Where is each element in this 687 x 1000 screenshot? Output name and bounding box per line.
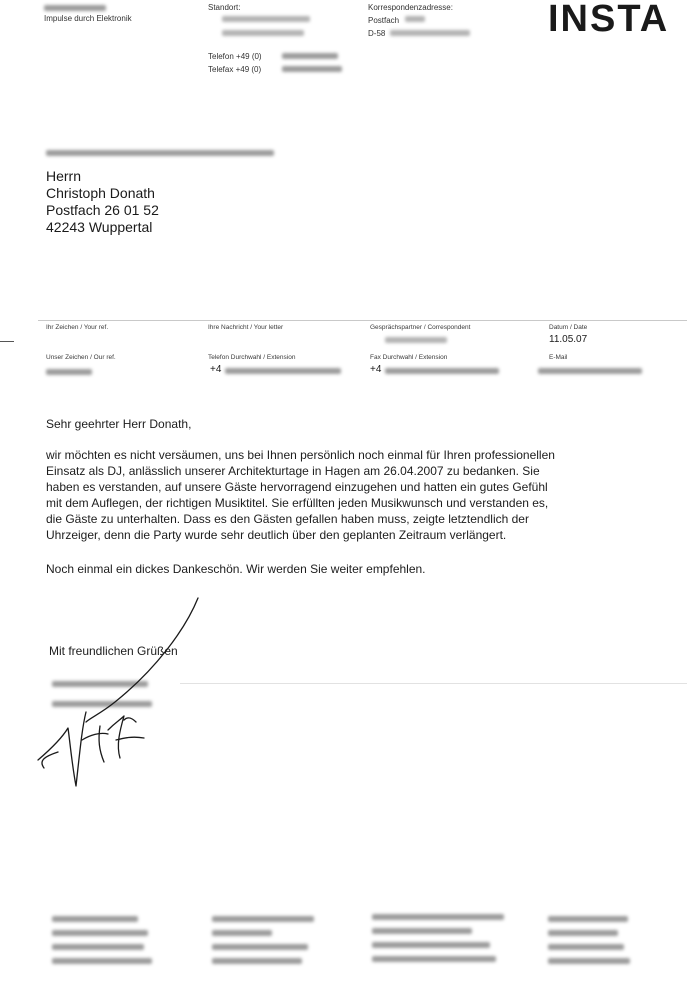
scan-line [180,683,687,684]
company-logo: INSTA [548,0,670,40]
letter-regards: Mit freundlichen Grüßen [49,644,178,658]
recipient-salutation: Herrn [46,168,82,184]
letter-paragraph [46,447,676,543]
redacted-telefon-durchwahl [225,368,341,374]
redacted-footer-text [212,930,272,936]
footer-column-2 [212,916,314,972]
paragraph-line: Einsatz als DJ, anlässlich unserer Architekturtage in Hagen am 26.04.2007 zu bedanken. Sie [46,464,540,478]
standort-label: Standort: [208,3,241,12]
footer-column-4 [548,916,630,972]
letterhead [0,0,687,90]
letter-closing-line: Noch einmal ein dickes Dankeschön. Wir werden Sie weiter empfehlen. [46,562,426,576]
redacted-company-name [44,5,106,11]
email-label: E-Mail [549,354,568,361]
paragraph-line: Uhrzeiger, denn die Party wurde sehr deutlich über den geplanten Zeitraum verlängert. [46,528,507,542]
redacted-telefon [282,53,338,59]
redacted-footer-text [52,958,152,964]
redacted-fax-durchwahl [385,368,499,374]
redacted-footer-text [212,944,308,950]
fax-durchwahl-prefix: +4 [370,364,382,375]
ihr-zeichen-label: Ihr Zeichen / Your ref. [46,324,109,331]
paragraph-line: haben es verstanden, auf unsere Gäste hervorragend einzugehen und hatten ein gutes Gefühl [46,480,548,494]
recipient-address [46,168,159,236]
postal-prefix: D-58 [368,29,386,38]
redacted-sender-line [46,150,274,156]
redacted-city [222,30,304,36]
unser-zeichen-label: Unser Zeichen / Our ref. [46,354,116,361]
redacted-correspondent [385,337,447,343]
redacted-footer-text [372,942,490,948]
company-tagline: Impulse durch Elektronik [44,14,132,23]
telefon-durchwahl-prefix: +4 [210,364,222,375]
reference-divider [38,320,687,321]
redacted-footer-text [548,916,628,922]
handwritten-signature [20,590,210,810]
recipient-name: Christoph Donath [46,185,155,201]
footer-column-3 [372,914,504,970]
redacted-postal-city [390,30,470,36]
redacted-footer-text [372,914,504,920]
telefon-label: Telefon +49 (0) [208,52,262,61]
redacted-footer-text [372,956,496,962]
redacted-footer-text [548,958,630,964]
footer-column-1 [52,916,152,972]
recipient-city: 42243 Wuppertal [46,219,153,235]
fold-mark [0,341,14,342]
postfach-label: Postfach [368,16,400,25]
redacted-footer-text [212,916,314,922]
paragraph-line: mit dem Auflegen, der richtigen Musiktitel. Sie erfüllten jeden Musikwunsch und verstanden es, [46,496,549,510]
redacted-street [222,16,310,22]
datum-label: Datum / Date [549,324,588,331]
redacted-footer-text [548,930,618,936]
telefax-label: Telefax +49 (0) [208,65,262,74]
redacted-footer-text [52,916,138,922]
letter-greeting: Sehr geehrter Herr Donath, [46,417,192,431]
ihre-nachricht-label: Ihre Nachricht / Your letter [208,324,284,331]
redacted-postfach-number [405,16,425,22]
redacted-footer-text [212,958,302,964]
redacted-email [538,368,642,374]
redacted-footer-text [548,944,624,950]
redacted-footer-text [372,928,472,934]
datum-value: 11.05.07 [549,334,588,345]
redacted-telefax [282,66,342,72]
redacted-our-ref [46,369,92,375]
fax-durchwahl-label: Fax Durchwahl / Extension [370,354,448,361]
paragraph-line: die Gäste zu unterhalten. Dass es den Gästen gefallen haben muss, zeigte letztendlich der [46,512,529,526]
redacted-footer-text [52,944,144,950]
paragraph-line: wir möchten es nicht versäumen, uns bei Ihnen persönlich noch einmal für Ihren professionellen [46,448,555,462]
gespraechspartner-label: Gesprächspartner / Correspondent [370,324,471,331]
redacted-footer-text [52,930,148,936]
telefon-durchwahl-label: Telefon Durchwahl / Extension [208,354,296,361]
recipient-postfach: Postfach 26 01 52 [46,202,159,218]
korrespondenz-label: Korrespondenzadresse: [368,3,453,12]
